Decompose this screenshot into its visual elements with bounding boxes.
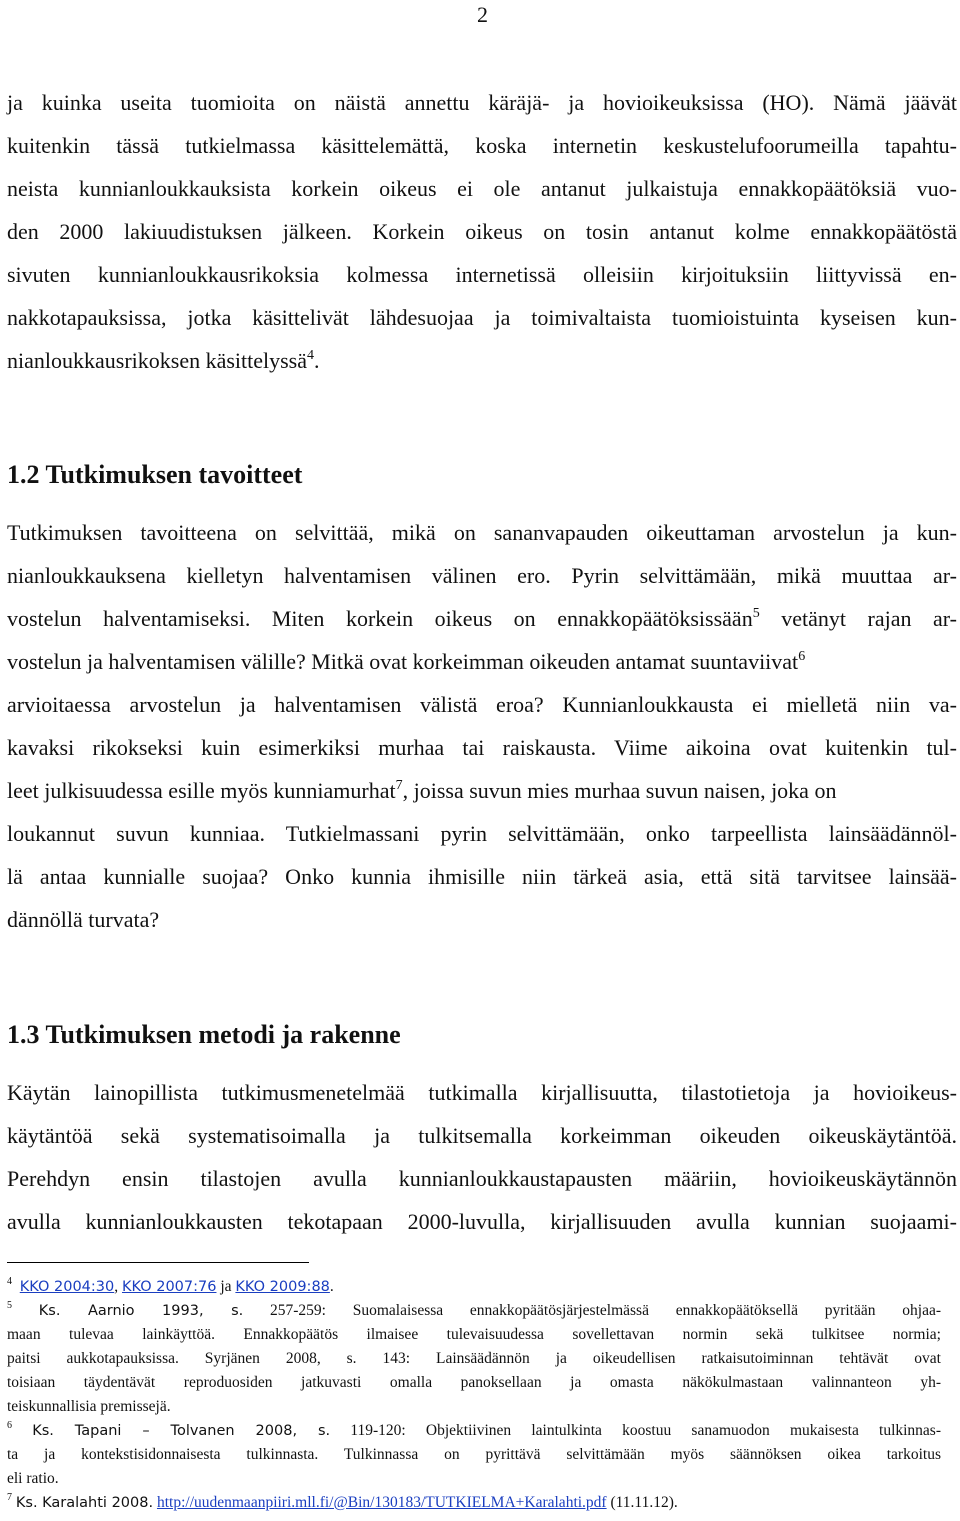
footnote-line: toisiaan täydentävät reproduosiden jatkuvasti omalla panoksellaan ja omasta näkökulmastaan valinnanteon yh- (7, 1374, 941, 1391)
footnote-7 (7, 1494, 941, 1512)
text-span: . (314, 348, 320, 373)
text-line: neista kunnianloukkauksista korkein oikeus ei ole antanut julkaistuja ennakkopäätöksiä vuo- (7, 176, 957, 201)
footnote-number: 5 (7, 1300, 12, 1311)
text-line (7, 348, 957, 374)
footnote-number: 6 (7, 1420, 12, 1431)
footnote-divider (7, 1262, 309, 1263)
text-line: nakkotapauksissa, jotka käsittelivät lähdesuojaa ja toimivaltaista tuomioistuinta kyseisen kun- (7, 305, 957, 330)
footnote-ref-7[interactable]: 7 (395, 778, 403, 793)
thesis-pdf-link[interactable]: http://uudenmaanpiiri.mll.fi/@Bin/130183/TUTKIELMA+Karalahti.pdf (156, 1494, 607, 1511)
separator: , (114, 1278, 122, 1295)
footnote-4 (7, 1278, 941, 1296)
text-span: vetänyt rajan ar- (759, 606, 958, 631)
text-line: dännöllä turvata? (7, 907, 160, 932)
text-line: sivuten kunnianloukkausrikoksia kolmessa internetissä olleisiin kirjoituksiin liittyvissä en- (7, 262, 957, 287)
footnote-line: eli ratio. (7, 1470, 59, 1487)
text-line: ja kuinka useita tuomioita on näistä annettu käräjä- ja hovioikeuksissa (HO). Nämä jäävät (7, 90, 957, 115)
footnote-number: 7 (7, 1492, 12, 1503)
text-line: avulla kunnianloukkausten tekotapaan 2000-luvulla, kirjallisuuden avulla kunnian suojaami- (7, 1209, 957, 1234)
footnote-line (7, 1302, 941, 1320)
text-span: nianloukkausrikoksen käsittelyssä (7, 348, 308, 373)
section-heading-1-2: 1.2 Tutkimuksen tavoitteet (7, 460, 303, 489)
kko-2009-88-link[interactable]: KKO 2009:88 (235, 1279, 330, 1295)
text-span: , joissa suvun mies murhaa suvun naisen, joka on (402, 778, 837, 803)
footnote-author: Ks. Karalahti 2008. (15, 1495, 154, 1511)
text-line: loukannut suvun kunniaa. Tutkielmassani pyrin selvittämään, onko tarpeellista lainsäädännöl- (7, 821, 957, 846)
separator: ja (216, 1278, 236, 1295)
footnote-line: ta ja kontekstisidonnaisesta tulkinnasta. Tulkinnassa on pyrittävä selvittämään myös säännöksen oikea tarkoitus (7, 1446, 941, 1463)
kko-2007-76-link[interactable]: KKO 2007:76 (121, 1279, 217, 1295)
footnote-text: 257-259: Suomalaisessa ennakkopäätösjärjestelmässä ennakkopäätöksellä pyritään ohjaa- (243, 1302, 941, 1319)
text-span: vostelun halventamiseksi. Miten korkein oikeus on ennakkopäätöksissään (7, 606, 753, 631)
text-line (7, 606, 957, 632)
footnote-line: teiskunnallisia premissejä. (7, 1398, 171, 1415)
text-line: Tutkimuksen tavoitteena on selvittää, mikä on sananvapauden oikeuttaman arvostelun ja kun- (7, 520, 957, 545)
footnote-line (7, 1422, 941, 1440)
footnote-text: (11.11.12). (606, 1494, 678, 1511)
text-span: vostelun ja halventamisen välille? Mitkä ovat korkeimman oikeuden antamat suuntaviivat (7, 649, 799, 674)
text-line: lä antaa kunnialle suojaa? Onko kunnia ihmisille niin tärkeä asia, että sitä tarvitsee lainsää- (7, 864, 957, 889)
footnote-ref-6[interactable]: 6 (798, 649, 806, 664)
text-line: arvioitaessa arvostelun ja halventamisen välistä eroa? Kunnianloukkausta ei mielletä niin va- (7, 692, 957, 717)
text-line (7, 649, 957, 675)
text-line: Perehdyn ensin tilastojen avulla kunnianloukkaustapausten määriin, hovioikeuskäytännön (7, 1166, 957, 1191)
kko-2004-30-link[interactable]: KKO 2004:30 (19, 1279, 115, 1295)
text-line (7, 778, 957, 804)
separator: . (329, 1278, 334, 1295)
footnote-ref-4[interactable]: 4 (307, 348, 315, 363)
footnote-number: 4 (7, 1276, 12, 1287)
text-line: kavaksi rikokseksi kuin esimerkiksi murhaa tai raiskausta. Viime aikoina ovat kuitenkin tul- (7, 735, 957, 760)
text-line: kuitenkin tässä tutkielmassa käsittelemättä, koska internetin keskustelufoorumeilla tapahtu- (7, 133, 957, 158)
footnote-author: Ks. Aarnio 1993, s. (38, 1303, 244, 1319)
text-line: nianloukkauksena kielletyn halventamisen välinen ero. Pyrin selvittämään, mikä muuttaa ar- (7, 563, 957, 588)
text-line: den 2000 lakiuudistuksen jälkeen. Korkein oikeus on tosin antanut kolme ennakkopäätöstä (7, 219, 957, 244)
page-number: 2 (477, 2, 488, 27)
text-line: Käytän lainopillista tutkimusmenetelmää tutkimalla kirjallisuutta, tilastotietoja ja hovioikeus- (7, 1080, 957, 1105)
footnote-text: 119-120: Objektiivinen laintulkinta koostuu sanamuodon mukaisesta tulkinnas- (330, 1422, 942, 1439)
section-heading-1-3: 1.3 Tutkimuksen metodi ja rakenne (7, 1020, 401, 1049)
footnote-line: paitsi aukkotapauksissa. Syrjänen 2008, s. 143: Lainsäädännön ja oikeudellisen ratkaisutoiminnan tehtävät ovat (7, 1350, 941, 1367)
footnote-ref-5[interactable]: 5 (752, 606, 760, 621)
text-span: leet julkisuudessa esille myös kunniamurhat (7, 778, 396, 803)
text-line: käytäntöä sekä systematisoimalla ja tulkitsemalla korkeimman oikeuden oikeuskäytäntöä. (7, 1123, 957, 1148)
footnote-author: Ks. Tapani – Tolvanen 2008, s. (32, 1423, 331, 1439)
footnote-line: maan tulevaa lainkäyttöä. Ennakkopäätös ilmaisee tulevaisuudessa sovellettavan normin sekä tulkitsee normia; (7, 1326, 941, 1343)
